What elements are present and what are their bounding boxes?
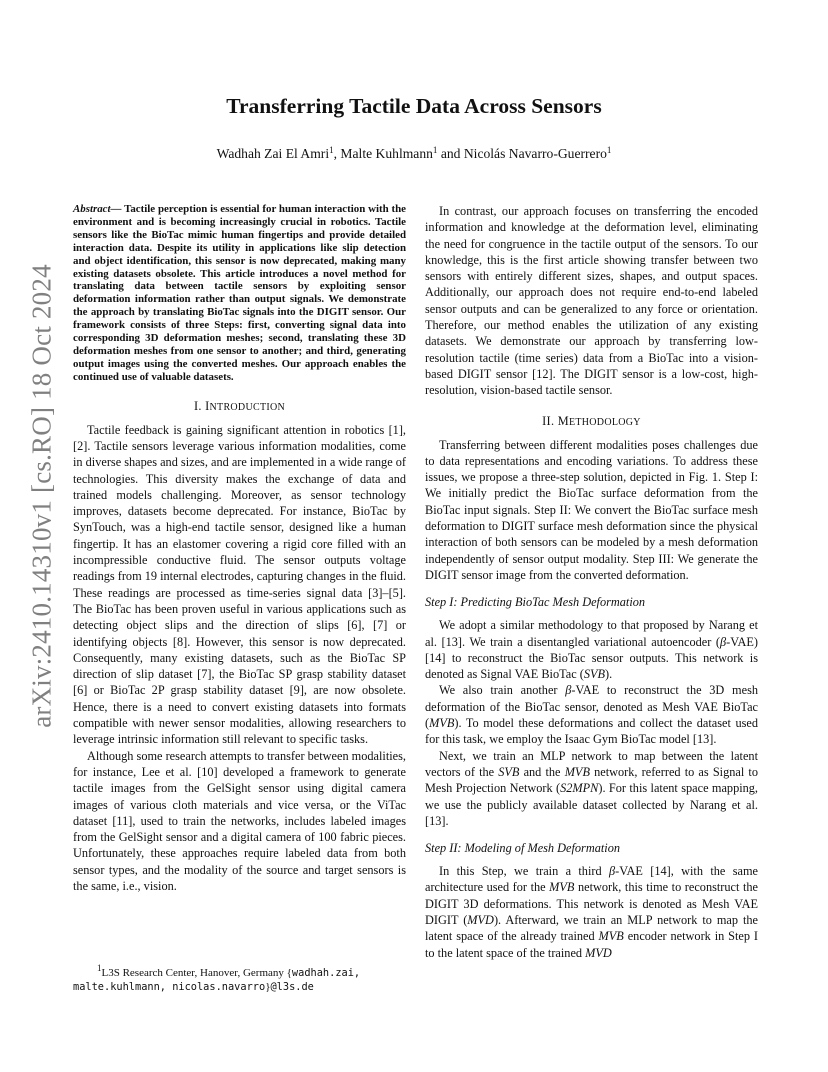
brace: }: [265, 981, 271, 993]
text-run: We adopt a similar methodology to that proposed by Narang et al. [13]. We train a disentangled variational autoencoder (: [425, 618, 758, 649]
email-text: malte.kuhlmann, nicolas.navarro: [73, 981, 266, 993]
paragraph: Although some research attempts to transfer between modalities, for instance, Lee et al. [10] developed a framework to generate tactile images from the GelSight sensor using digital camera images of various cloth materials and vice versa, or the ViTac dataset [11], used to train the networks, includes labeled images from the GelSight sensor and a digital camera of 100 fabric pieces. Unfortunately, these approaches require labeled data from both sensor types, and the modality of the source and target sensors is the same, i.e., vision.: [73, 748, 406, 893]
text-run: Next, we train an MLP network to map between the latent vectors of the: [425, 748, 758, 779]
abbreviation: MVB: [549, 880, 575, 895]
email-text: wadhah.zai,: [291, 967, 361, 979]
text-run: -VAE to reconstruct the 3D mesh deformation of the BioTac sensor, denoted as Mesh VAE BioTac (: [425, 683, 759, 731]
subsection-heading-step2: Step II: Modeling of Mesh Deformation: [425, 841, 621, 856]
abbreviation: SVB: [498, 764, 520, 779]
text-run: In this Step, we train a third: [439, 864, 609, 879]
text-run: encoder network in Step I to the latent space of the trained: [425, 929, 758, 960]
text-run: and the: [519, 764, 565, 779]
text-run: We also train another: [439, 683, 566, 698]
footnote-line: [73, 980, 413, 994]
brace: {: [286, 967, 292, 979]
abbreviation: MVB: [564, 764, 590, 779]
abbreviation: MVD: [585, 945, 612, 960]
abbreviation: MVB: [429, 716, 455, 731]
section-number: I.: [193, 398, 206, 413]
subsection-heading-step1: Step I: Predicting BioTac Mesh Deformation: [425, 595, 646, 610]
paragraph: [425, 617, 758, 682]
text-run: ). Afterward, we train an MLP network to map the latent space of the already trained: [425, 912, 758, 944]
author-name: Malte Kuhlmann: [340, 146, 433, 161]
arxiv-identifier-text: arXiv:2410.14310v1 [cs.RO] 18 Oct 2024: [26, 264, 57, 728]
paragraph: [425, 682, 758, 747]
text-run: -VAE [14], with the same architecture used for the: [425, 864, 758, 895]
paragraph: [425, 863, 758, 961]
author-list: [0, 146, 828, 162]
author-separator: and: [437, 146, 464, 161]
text-run: ). For this latent space mapping, we use the publicly available dataset collected by Narang et al. [13].: [425, 781, 759, 828]
section-heading-rest: NTRODUCTION: [209, 401, 286, 413]
section-heading-initial: I: [205, 398, 210, 413]
footnote-text: L3S Research Center, Hanover, Germany: [101, 967, 287, 979]
arxiv-identifier: [22, 264, 62, 728]
math-symbol: β: [719, 634, 727, 649]
abstract-label: Abstract: [73, 203, 111, 215]
section-heading-initial: M: [557, 413, 569, 428]
left-column: [73, 203, 406, 894]
email-domain: @l3s.de: [270, 981, 314, 993]
footnote-marker: 1: [97, 963, 102, 973]
author-name: Wadhah Zai El Amri: [216, 146, 330, 161]
section-heading-introduction: [73, 399, 406, 414]
abstract: [73, 203, 406, 384]
abbreviation: S2MPN: [560, 781, 599, 796]
text-run: network, this time to reconstruct the DIGIT 3D deformations. This network is denoted as Mesh VAE DIGIT (: [425, 880, 758, 927]
section-number: II.: [542, 413, 558, 428]
affiliation-footnote: [73, 963, 413, 994]
footnote-line: [73, 963, 413, 980]
text-run: -VAE) [14] to reconstruct the BioTac sensor outputs. This network is denoted as Signal VAE BioTac (: [425, 634, 758, 682]
text-run: ). To model these deformations and collect the dataset used for this task, we employ the Isaac Gym BioTac model [13].: [425, 716, 758, 747]
author-separator: ,: [333, 146, 341, 161]
section-heading-methodology: [425, 414, 758, 429]
abbreviation: MVB: [598, 929, 624, 944]
paragraph: Transferring between different modalities poses challenges due to data representations and encoding variations. To address these issues, we propose a three-step solution, depicted in Fig. 1. Step I: We initially predict the BioTac surface deformation from the BioTac input signals. Step II: We convert the BioTac surface mesh deformation to DIGIT surface mesh deformation since the physical interaction of both sensors can be modeled by a mesh deformation independently of sensor output modality. Step III: We generate the DIGIT sensor image from the converted deformation.: [425, 437, 758, 582]
abstract-dash: —: [110, 203, 125, 215]
affiliation-marker: 1: [432, 145, 438, 155]
affiliation-marker: 1: [329, 145, 334, 155]
affiliation-marker: 1: [606, 145, 612, 155]
paragraph: Tactile feedback is gaining significant attention in robotics [1], [2]. Tactile sensors leverage various information modalities, come in diverse shapes and sizes, and are implemented in a wide range of technologies. This diversity makes the exchange of data and trained models challenging. Moreover, as sensor technology improves, datasets become deprecated. For instance, BioTac by SynTouch, was a high-end tactile sensor, designed like a human fingertip. It has an elastomer covering a rigid core filled with an incompressible conductive fluid. The sensor outputs voltage readings from 19 internal electrodes, capturing changes in the fluid. These readings are processed as time-series signal data [3]–[5]. The BioTac has been proven useful in various applications such as detecting object slips and the direction of slips [6], [7] or identifying objects [8]. However, this sensor is now deprecated. Consequently, many existing datasets, such as the BioTac SP direction of slip dataset [7], the BioTac SP grasp stability dataset [6] or BioTac 2P grasp stability dataset [9], are now obsolete. Hence, there is a need to convert existing datasets into formats compatible with newer sensor modalities, allowing researchers to leverage intrinsic information still relevant to specific tasks.: [73, 422, 406, 747]
author-name: Nicolás Navarro-Guerrero: [463, 146, 607, 161]
paper-title: Transferring Tactile Data Across Sensors: [226, 94, 602, 118]
paragraph: [425, 748, 758, 829]
abstract-text: Tactile perception is essential for human interaction with the environment and is becoming increasingly crucial in robotics. Tactile sensors like the BioTac mimic human fingertips and provide detailed interaction data. Despite its utility in applications like slip detection and object identification, this sensor is now deprecated, making many existing datasets obsolete. This article introduces a novel method for translating data between tactile sensors by exploiting sensor deformation information rather than output signals. We demonstrate the approach by translating BioTac signals into the DIGIT sensor. Our framework consists of three Steps: first, converting signal data into corresponding 3D deformation meshes; second, translating these 3D deformation meshes from one sensor to another; and third, generating output images using the converted meshes. Our approach enables the continued use of valuable datasets.: [73, 203, 406, 383]
section-heading-rest: ETHODOLOGY: [568, 416, 641, 428]
right-column: [425, 203, 758, 961]
abbreviation: SVB: [583, 667, 606, 682]
abbreviation: MVD: [467, 912, 494, 927]
paragraph: In contrast, our approach focuses on transferring the encoded information and knowledge at the deformation level, eliminating the need for congruence in the tactile output of the sensors. To our knowledge, this is the first article showing transfer between two sensors with entirely different sizes, shapes, and output spaces. Additionally, our approach does not require end-to-end labeled sensor outputs and can be generalized to any force or orientation. Therefore, our method enables the utilization of any existing datasets. We demonstrate our approach by transferring low-resolution tactile (time series) data from a BioTac into a vision-based DIGIT sensor [12]. The DIGIT sensor is a low-cost, high-resolution, vision-based tactile sensor.: [425, 204, 758, 398]
text-run: network, referred to as Signal to Mesh Projection Network (: [425, 764, 758, 796]
text-run: ).: [605, 667, 613, 682]
math-symbol: β: [565, 683, 572, 698]
math-symbol: β: [608, 864, 616, 879]
